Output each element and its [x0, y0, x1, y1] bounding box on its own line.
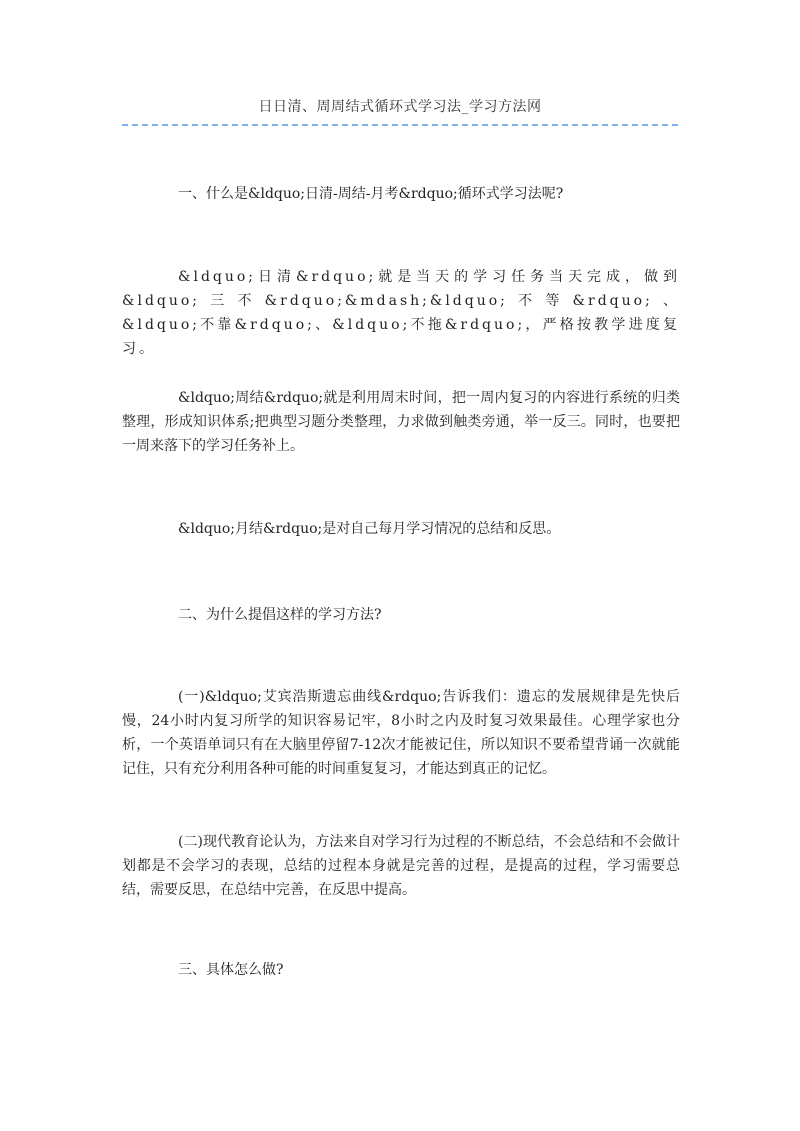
- section-heading-3: 三、具体怎么做?: [178, 962, 284, 978]
- paragraph-monthly-summary: &ldquo;月结&rdquo;是对自己每月学习情况的总结和反思。: [178, 521, 561, 537]
- paragraph-modern-education: (二)现代教育论认为，方法来自对学习行为过程的不断总结，不会总结和不会做计划都是不会学习的表现，总结的过程本身就是完善的过程，是提高的过程，学习需要总结，需要反思，在总结中完善，在反思中提高。: [122, 834, 680, 898]
- page-title: 日日清、周周结式循环式学习法_学习方法网: [258, 99, 542, 115]
- section-heading-2: 二、为什么提倡这样的学习方法?: [178, 607, 382, 623]
- section-heading-1: 一、什么是&ldquo;日清-周结-月考&rdquo;循环式学习法呢?: [178, 186, 564, 202]
- paragraph-daily-clear: &ldquo;日清&rdquo;就是当天的学习任务当天完成，做到&ldquo;三不&rdquo;&mdash;&ldquo;不等&rdquo;、&ldquo;不靠&rdquo;、&ldquo;不拖&rdquo;，严格按教学进度复习。: [122, 269, 680, 357]
- paragraph-forgetting-curve: (一)&ldquo;艾宾浩斯遗忘曲线&rdquo;告诉我们：遗忘的发展规律是先快后慢，24小时内复习所学的知识容易记牢，8小时之内及时复习效果最佳。心理学家也分析，一个英语单词只有在大脑里停留7-12次才能被记住，所以知识不要希望背诵一次就能记住，只有充分利用各种可能的时间重复复习，才能达到真正的记忆。: [122, 689, 680, 777]
- paragraph-weekly-summary: &ldquo;周结&rdquo;就是利用周末时间，把一周内复习的内容进行系统的归类整理，形成知识体系;把典型习题分类整理，力求做到触类旁通，举一反三。同时，也要把一周来落下的学习任务补上。: [122, 390, 680, 454]
- title-divider: [122, 124, 678, 126]
